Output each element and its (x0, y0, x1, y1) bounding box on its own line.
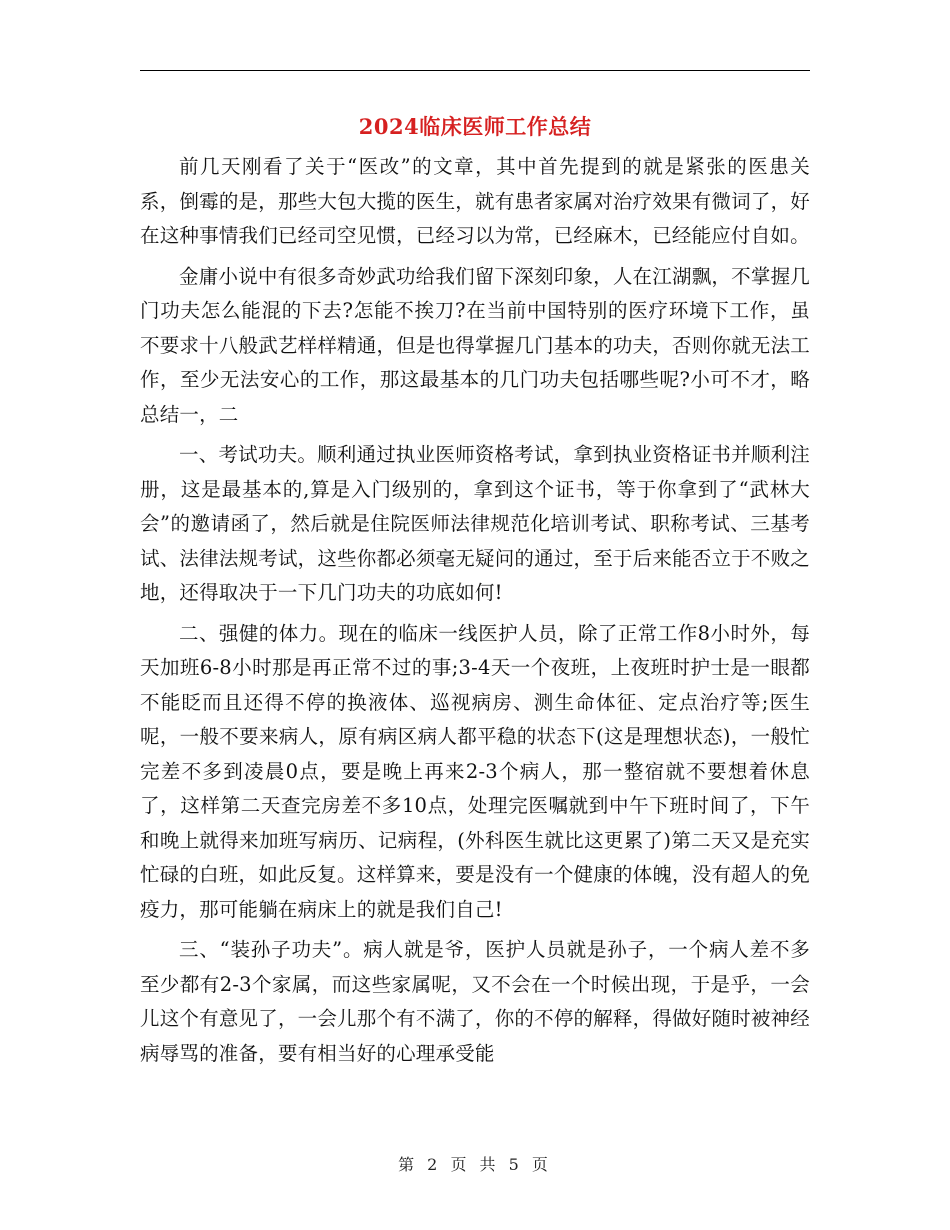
paragraph-exam-skill: 一、考试功夫。顺利通过执业医师资格考试，拿到执业资格证书并顺利注册，这是最基本的,算是入门级别的，拿到这个证书，等于你拿到了“武林大会”的邀请函了，然后就是住院医师法律规范化培训考试、职称考试、三基考试、法律法规考试，这些你都必须毫无疑问的通过，至于后来能否立于不败之地，还得取决于一下几门功夫的功底如何! (140, 443, 810, 604)
paragraph-kungfu: 金庸小说中有很多奇妙武功给我们留下深刻印象，人在江湖飘，不掌握几门功夫怎么能混的下去?怎能不挨刀?在当前中国特别的医疗环境下工作，虽不要求十八般武艺样样精通，但是也得掌握几门基本的功夫，否则你就无法工作，至少无法安心的工作，那这最基本的几门功夫包括哪些呢?小可不才，略总结一，二 (140, 264, 810, 426)
paragraph-physical-strength: 二、强健的体力。现在的临床一线医护人员，除了正常工作8小时外，每天加班6-8小时那是再正常不过的事;3-4天一个夜班，上夜班时护士是一眼都不能眨而且还得不停的换液体、巡视病房、测生命体征、定点治疗等;医生呢，一般不要来病人，原有病区病人都平稳的状态下(这是理想状态)，一般忙完差不多到凌晨0点，要是晚上再来2-3个病人，那一整宿就不要想着休息了，这样第二天查完房差不多10点，处理完医嘱就到中午下班时间了，下午和晚上就得来加班写病历、记病程，(外科医生就比这更累了)第二天又是充实忙碌的白班，如此反复。这样算来，要是没有一个健康的体魄，没有超人的免疫力，那可能躺在病床上的就是我们自己! (140, 621, 810, 921)
document-title: 2024临床医师工作总结 (358, 114, 592, 139)
paragraph-patience: 三、“装孙子功夫”。病人就是爷，医护人员就是孙子，一个病人差不多至少都有2-3个家属，而这些家属呢，又不会在一个时候出现，于是乎，一会儿这个有意见了，一会儿那个有不满了，你的不停的解释，得做好随时被神经病辱骂的准备，要有相当好的心理承受能 (140, 938, 810, 1065)
page-number-footer: 第 2 页 共 5 页 (398, 1155, 552, 1174)
paragraph-intro: 前几天刚看了关于“医改”的文章，其中首先提到的就是紧张的医患关系，倒霉的是，那些大包大揽的医生，就有患者家属对治疗效果有微词了，好在这种事情我们已经司空见惯，已经习以为常，已经麻木，已经能应付自如。 (140, 155, 810, 247)
header-rule (140, 70, 810, 71)
document-body (140, 150, 810, 1077)
